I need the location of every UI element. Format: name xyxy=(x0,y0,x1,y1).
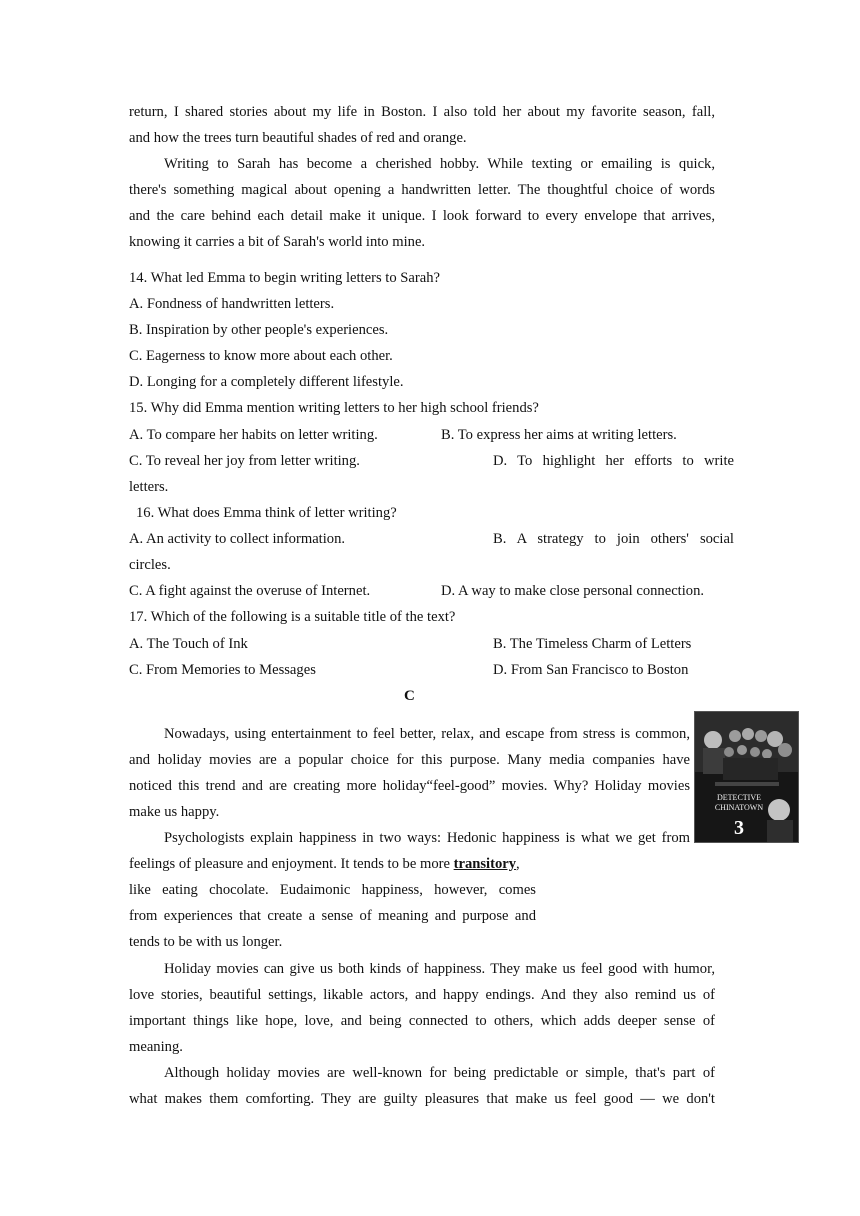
q16-option-b: B. A strategy to join others' social xyxy=(493,531,734,547)
passage-line: from experiences that create a sense of meaning and purpose and xyxy=(129,908,536,924)
q16-option-a: A. An activity to collect information. xyxy=(129,531,346,547)
poster-title-line1: DETECTIVE xyxy=(717,793,761,802)
passage-line: what makes them comforting. They are guilty pleasures that make us feel good — we don't xyxy=(129,1091,715,1107)
q16-option-b-continued: circles. xyxy=(129,557,171,573)
poster-number: 3 xyxy=(734,817,744,839)
punctuation: , xyxy=(516,856,520,872)
passage-line: return, I shared stories about my life in Boston. I also told her about my favorite season, fall, xyxy=(129,104,715,120)
question-17-stem: 17. Which of the following is a suitable title of the text? xyxy=(129,609,456,625)
q14-option-d: D. Longing for a completely different lifestyle. xyxy=(129,374,404,390)
passage-line xyxy=(129,855,520,873)
passage-line: like eating chocolate. Eudaimonic happiness, however, comes xyxy=(129,882,536,898)
q17-option-d: D. From San Francisco to Boston xyxy=(493,662,689,678)
passage-line: Psychologists explain happiness in two ways: Hedonic happiness is what we get from xyxy=(164,830,690,846)
question-15-stem: 15. Why did Emma mention writing letters to her high school friends? xyxy=(129,400,539,416)
passage-line: Writing to Sarah has become a cherished hobby. While texting or emailing is quick, xyxy=(164,156,715,172)
poster-title-line2: CHINATOWN xyxy=(714,803,764,812)
passage-line: love stories, beautiful settings, likable actors, and happy endings. And they also remind us of xyxy=(129,987,715,1003)
section-heading: C xyxy=(404,688,415,704)
passage-line: make us happy. xyxy=(129,804,220,820)
poster-artwork xyxy=(695,712,798,842)
q15-option-d-continued: letters. xyxy=(129,479,169,495)
question-16-stem: 16. What does Emma think of letter writing? xyxy=(136,505,397,521)
passage-line: and holiday movies are a popular choice for this purpose. Many media companies have xyxy=(129,752,690,768)
q15-option-d: D. To highlight her efforts to write xyxy=(493,453,734,469)
passage-line: Holiday movies can give us both kinds of happiness. They make us feel good with humor, xyxy=(164,961,715,977)
passage-line: knowing it carries a bit of Sarah's world into mine. xyxy=(129,234,426,250)
passage-line: important things like hope, love, and being connected to others, which adds deeper sense of xyxy=(129,1013,715,1029)
passage-line: Nowadays, using entertainment to feel better, relax, and escape from stress is common, xyxy=(164,726,690,742)
passage-line: and the care behind each detail make it unique. I look forward to every envelope that arrives, xyxy=(129,208,715,224)
q15-option-a: A. To compare her habits on letter writing. xyxy=(129,427,378,443)
q14-option-a: A. Fondness of handwritten letters. xyxy=(129,296,335,312)
q15-option-b: B. To express her aims at writing letters. xyxy=(441,427,677,443)
q17-option-b: B. The Timeless Charm of Letters xyxy=(493,636,692,652)
q14-option-c: C. Eagerness to know more about each other. xyxy=(129,348,393,364)
q14-option-b: B. Inspiration by other people's experiences. xyxy=(129,322,389,338)
passage-text: feelings of pleasure and enjoyment. It tends to be more xyxy=(129,856,450,872)
passage-line: Although holiday movies are well-known for being predictable or simple, that's part of xyxy=(164,1065,715,1081)
passage-line: there's something magical about opening a handwritten letter. The thoughtful choice of words xyxy=(129,182,715,198)
passage-line: noticed this trend and are creating more holiday“feel-good” movies. Why? Holiday movies xyxy=(129,778,690,794)
passage-line: and how the trees turn beautiful shades of red and orange. xyxy=(129,130,467,146)
q15-option-c: C. To reveal her joy from letter writing. xyxy=(129,453,360,469)
underlined-word: transitory xyxy=(453,856,517,872)
passage-line: tends to be with us longer. xyxy=(129,934,283,950)
q16-option-c: C. A fight against the overuse of Internet. xyxy=(129,583,371,599)
passage-line: meaning. xyxy=(129,1039,183,1055)
question-14-stem: 14. What led Emma to begin writing letters to Sarah? xyxy=(129,270,440,286)
q16-option-d: D. A way to make close personal connection. xyxy=(441,583,705,599)
q17-option-c: C. From Memories to Messages xyxy=(129,662,316,678)
q17-option-a: A. The Touch of Ink xyxy=(129,636,248,652)
movie-poster-image xyxy=(694,711,799,843)
